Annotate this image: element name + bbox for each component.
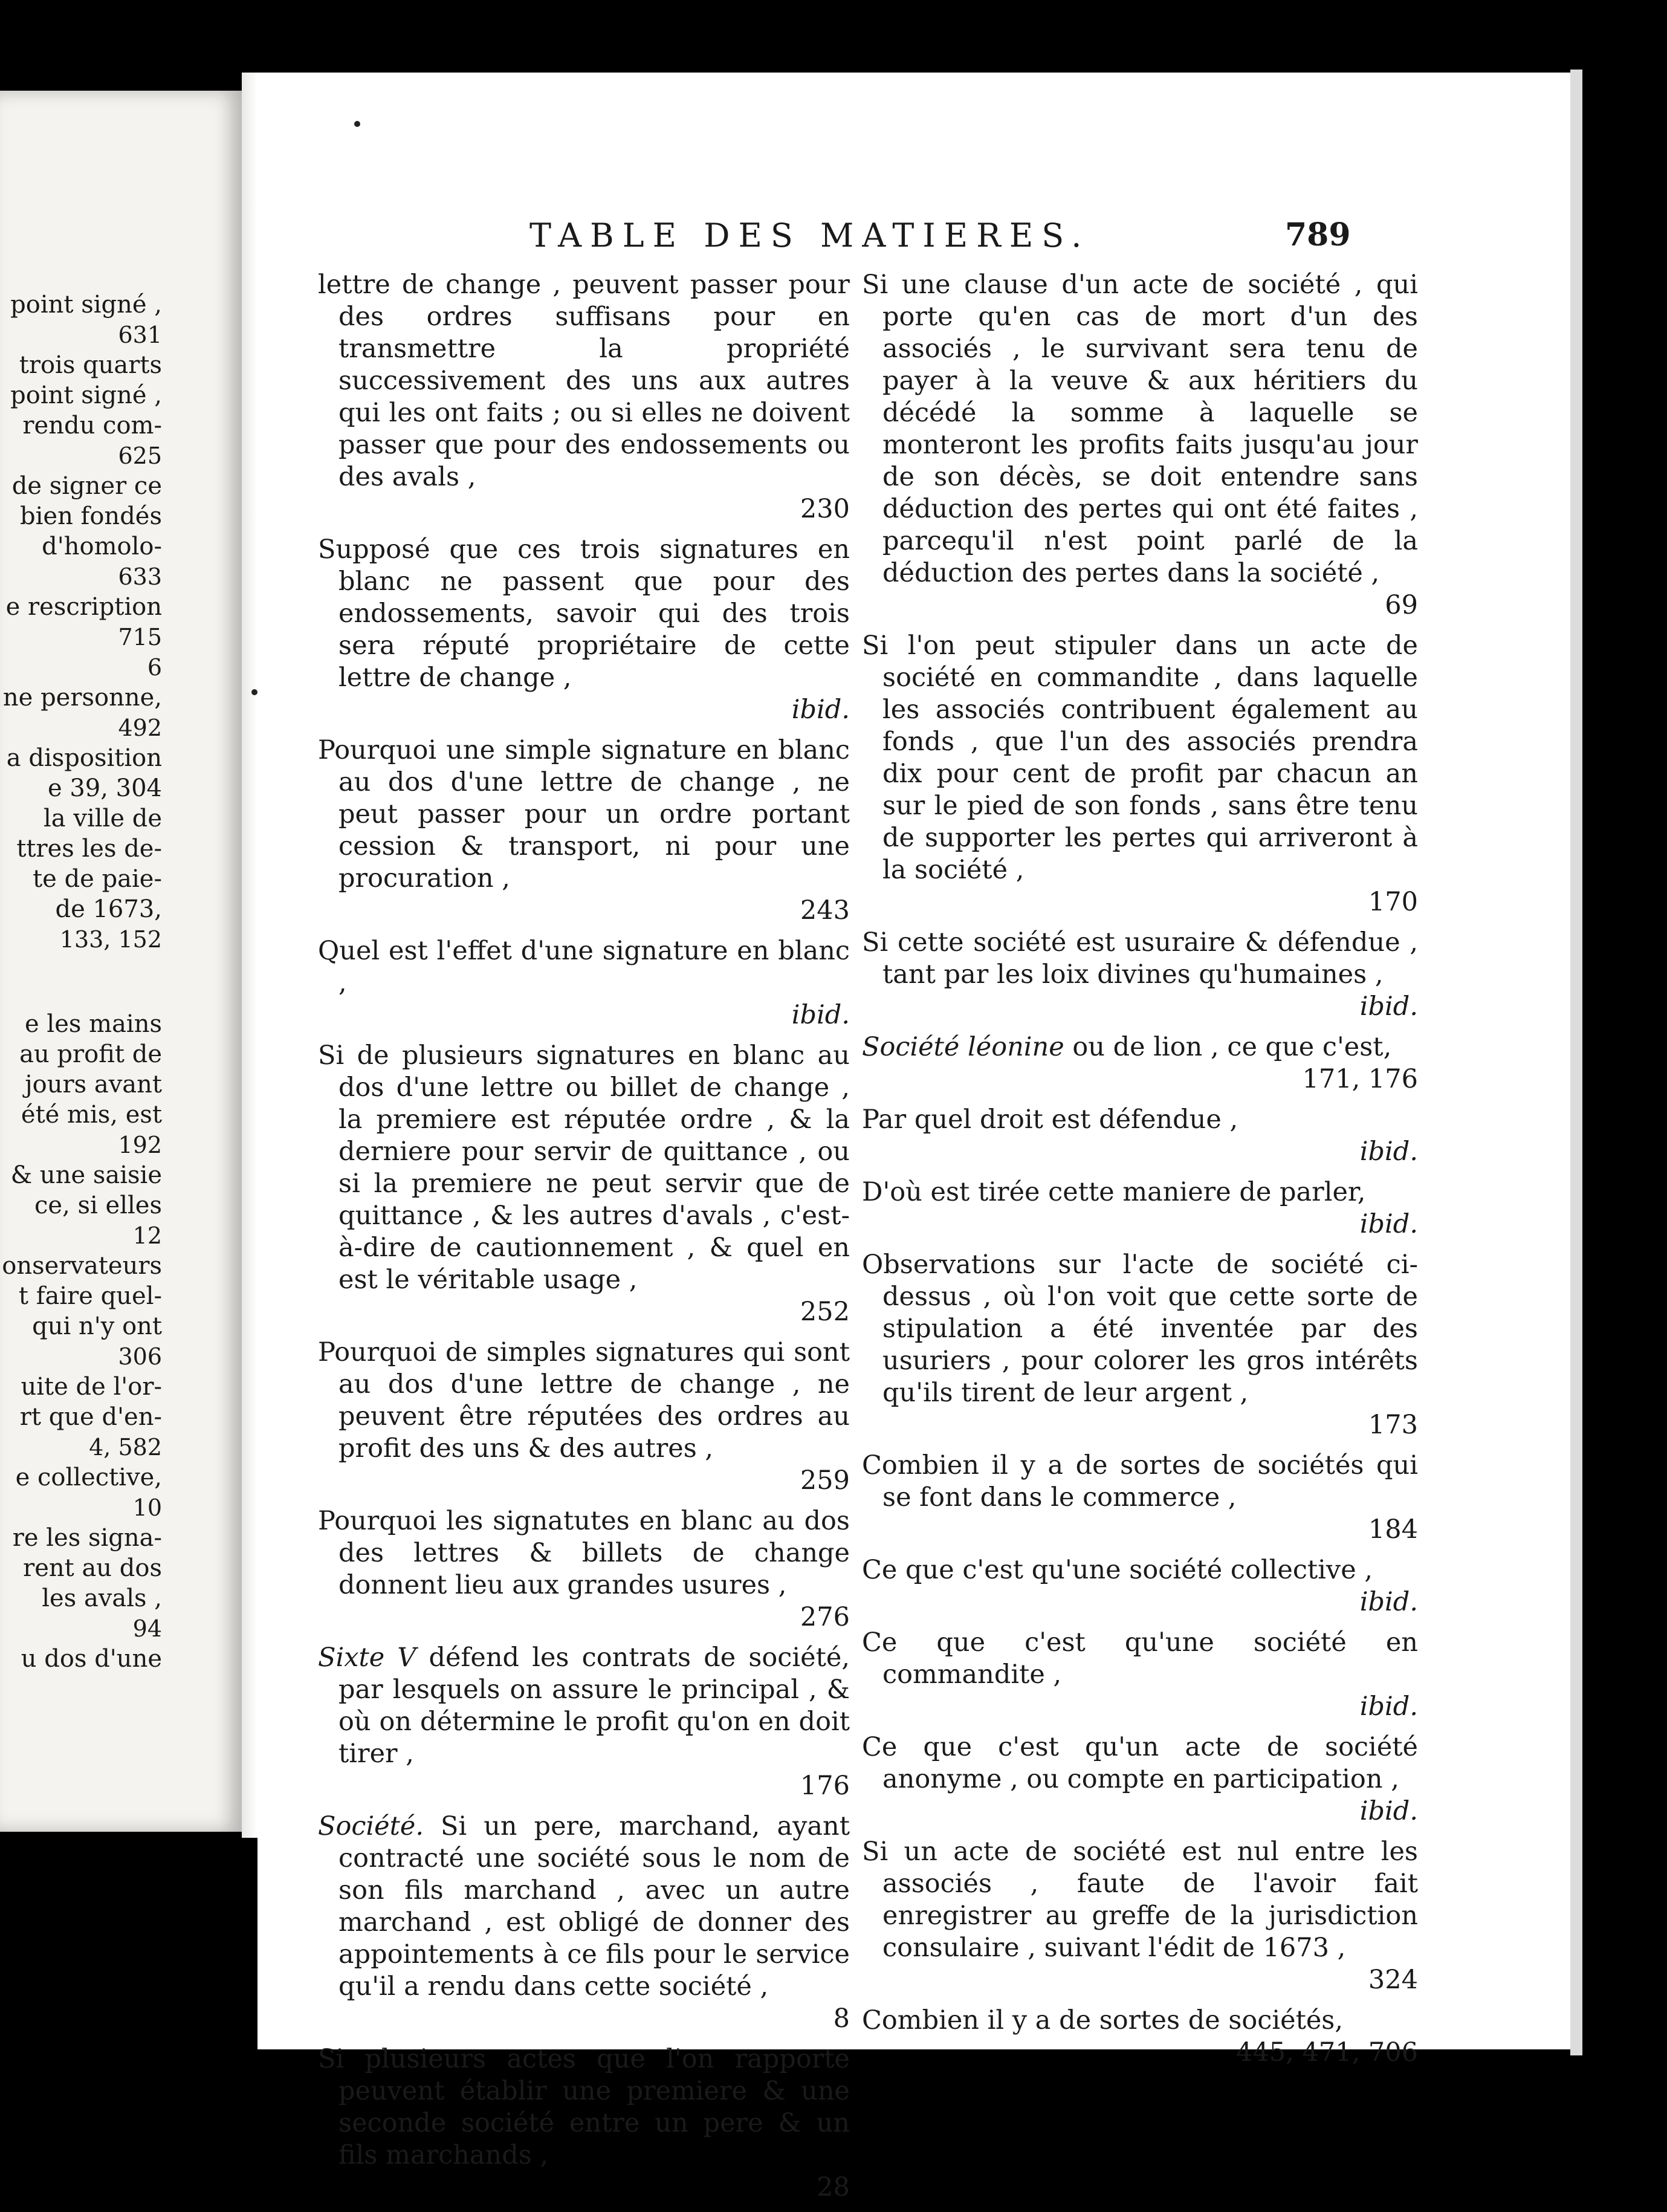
page-reference: ibid. xyxy=(1359,991,1418,1022)
left-page-line: au profit de xyxy=(19,1040,162,1068)
index-column-right xyxy=(862,269,1418,2077)
index-entry xyxy=(862,630,1418,918)
left-page-line: point signé , xyxy=(10,381,162,409)
left-page-line: e 39, 304 xyxy=(47,774,162,802)
page-reference: ibid. xyxy=(1359,1691,1418,1722)
page-edge xyxy=(1570,70,1582,2055)
entry-text: Si plusieurs actes que l'on rapporte peuvent établir une premiere & une seconde société entre un pere & un fils marchands , xyxy=(318,2044,850,2170)
page-header xyxy=(257,216,1578,271)
page-reference: ibid. xyxy=(1359,1796,1418,1826)
entry-text: Quel est l'effet d'une signature en blanc , xyxy=(318,936,850,998)
index-entry xyxy=(318,935,850,1031)
left-page-line: ce, si elles xyxy=(34,1192,162,1219)
page-reference: 445, 471, 706 xyxy=(1236,2037,1418,2068)
running-title: TABLE DES MATIERES. xyxy=(529,216,1090,255)
book-page xyxy=(257,73,1578,2202)
left-page-line: de signer ce xyxy=(11,472,162,500)
index-entry xyxy=(862,2005,1418,2069)
ink-speck xyxy=(354,121,360,127)
left-page-line: t faire quel- xyxy=(18,1282,162,1310)
page-reference: 28 xyxy=(817,2172,850,2202)
entry-text: Pourquoi de simples signatures qui sont au dos d'une lettre de change , ne peuvent être réputées des ordres au profit des uns & des autres , xyxy=(318,1337,850,1464)
entry-text: Observations sur l'acte de société ci-dessus , où l'on voit que cette sorte de stipulation a été inventée par des usuriers , pour colorer les gros intérêts qu'ils tirent de leur argent , xyxy=(862,1250,1418,1408)
page-reference: 324 xyxy=(1368,1965,1418,1995)
left-page-line: 94 xyxy=(132,1615,162,1642)
left-page-line: u dos d'une xyxy=(21,1645,162,1673)
entry-text: Combien il y a de sortes de sociétés qui se font dans le commerce , xyxy=(862,1450,1418,1513)
entry-text: défend les contrats de société, par lesquels on assure le principal , & où on détermine le profit qu'on en doit tirer , xyxy=(338,1643,850,1769)
page-reference: ibid. xyxy=(1359,1137,1418,1167)
left-page-line: de 1673, xyxy=(55,895,162,923)
left-page-line: les avals , xyxy=(42,1584,162,1612)
entry-text: Combien il y a de sortes de sociétés, xyxy=(862,2005,1344,2035)
left-page-line: & une saisie xyxy=(10,1161,162,1189)
entry-text: Si un acte de société est nul entre les associés , faute de l'avoir fait enregistrer au greffe de la jurisdiction consulaire , suivant l'édit de 1673 , xyxy=(862,1837,1418,1963)
index-entry xyxy=(318,1040,850,1328)
index-entry xyxy=(318,1642,850,1802)
page-number: 789 xyxy=(1285,216,1351,253)
page-reference: 230 xyxy=(800,494,850,524)
left-page-line: e collective, xyxy=(15,1464,162,1491)
ink-speck xyxy=(251,689,257,695)
left-page-line: 10 xyxy=(132,1494,162,1521)
left-page-line: rt que d'en- xyxy=(19,1403,162,1431)
index-term: Société léonine xyxy=(862,1032,1064,1062)
left-page-line: jours avant xyxy=(25,1071,162,1098)
entry-text: Si cette société est usuraire & défendue , tant par les loix divines qu'humaines , xyxy=(862,927,1418,990)
left-page-line: e rescription xyxy=(5,593,162,621)
page-reference: 170 xyxy=(1368,887,1418,917)
index-entry xyxy=(862,1249,1418,1441)
left-page-line: 625 xyxy=(118,443,162,469)
left-page-line: 192 xyxy=(118,1132,162,1158)
index-entry xyxy=(862,1554,1418,1618)
page-reference: ibid. xyxy=(1359,1587,1418,1617)
index-entry xyxy=(318,735,850,927)
page-reference: ibid. xyxy=(791,1000,850,1030)
page-reference: 276 xyxy=(800,1602,850,1632)
left-page-line: rendu com- xyxy=(22,412,162,439)
index-term: Sixte V xyxy=(318,1643,416,1673)
index-entry xyxy=(318,269,850,525)
index-entry xyxy=(862,1104,1418,1168)
page-reference: 184 xyxy=(1368,1514,1418,1545)
index-entry xyxy=(862,1731,1418,1828)
left-page-line: 133, 152 xyxy=(59,926,162,953)
page-reference: 173 xyxy=(1368,1410,1418,1440)
entry-text: Pourquoi une simple signature en blanc au dos d'une lettre de change , ne peut passer pour un ordre portant cession & transport, ni pour une procuration , xyxy=(318,735,850,894)
entry-text: Supposé que ces trois signatures en blanc ne passent que pour des endossements, savoir qui des trois sera réputé propriétaire de cette lettre de change , xyxy=(318,534,850,693)
entry-text: Si une clause d'un acte de société , qui porte qu'en cas de mort d'un des associés , le survivant sera tenu de payer à la veuve & aux héritiers du décédé la somme à laquelle se monteront les profits faits jusqu'au jour de son décès, se doit entendre sans déduction des pertes qui ont été faites , parcequ'il n'est point parlé de la déduction des pertes dans la société , xyxy=(862,270,1418,588)
left-page-line: 4, 582 xyxy=(89,1434,162,1461)
page-reference: 69 xyxy=(1385,590,1418,620)
page-reference: 259 xyxy=(800,1465,850,1496)
left-page-line: d'homolo- xyxy=(42,533,162,560)
index-entry xyxy=(862,1627,1418,1723)
left-page-line: ttres les de- xyxy=(16,835,162,863)
page-reference: 8 xyxy=(833,2003,850,2034)
left-page-line: la ville de xyxy=(44,805,162,832)
entry-text: Si un pere, marchand, ayant contracté une société sous le nom de son fils marchand , avec un autre marchand , est obligé de donner des appointements à ce fils pour le service qu'il a rendu dans cette société , xyxy=(338,1811,850,2002)
index-entry xyxy=(862,1031,1418,1095)
left-page-line: 492 xyxy=(118,715,162,741)
index-entry xyxy=(862,1450,1418,1546)
left-page-line: e les mains xyxy=(25,1010,162,1038)
entry-text: Si de plusieurs signatures en blanc au dos d'une lettre ou billet de change , la premiere est réputée ordre , & la derniere pour servir de quittance , ou si la premiere ne peut servir que de quittance , & les autres d'avals , c'est-à-dire de cautionnement , & quel en est le véritable usage , xyxy=(318,1040,850,1295)
entry-text: D'où est tirée cette maniere de parler, xyxy=(862,1177,1366,1207)
entry-text: Pourquoi les signatutes en blanc au dos des lettres & billets de change donnent lieu aux grandes usures , xyxy=(318,1506,850,1600)
page-reference: 176 xyxy=(800,1771,850,1801)
left-page-line: été mis, est xyxy=(21,1101,162,1129)
page-reference: 243 xyxy=(800,895,850,926)
entry-text: Ce que c'est qu'une société en commandite , xyxy=(862,1627,1418,1690)
index-entry xyxy=(862,927,1418,1023)
index-entry xyxy=(862,269,1418,621)
entry-text: Si l'on peut stipuler dans un acte de société en commandite , dans laquelle les associés contribuent également au fonds , que l'un des associés prendra dix pour cent de profit par chacun an sur le pied de son fonds , sans être tenu de supporter les pertes qui arriveront à la société , xyxy=(862,631,1418,885)
left-page-line: te de paie- xyxy=(33,865,162,893)
page-reference: ibid. xyxy=(791,695,850,725)
left-page-line: rent au dos xyxy=(23,1554,162,1582)
left-page-line: onservateurs xyxy=(2,1252,162,1280)
index-entry xyxy=(862,1176,1418,1241)
entry-text: Ce que c'est qu'un acte de société anonyme , ou compte en participation , xyxy=(862,1732,1418,1794)
index-column-left xyxy=(318,269,850,2212)
left-page-line: re les signa- xyxy=(12,1524,162,1552)
left-page-line: qui n'y ont xyxy=(32,1312,162,1340)
left-page-line: 12 xyxy=(132,1222,162,1249)
index-entry xyxy=(318,1811,850,2035)
index-entry xyxy=(318,2043,850,2204)
index-entry xyxy=(318,1337,850,1497)
entry-text: Ce que c'est qu'une société collective , xyxy=(862,1555,1373,1585)
left-page-line: 715 xyxy=(118,624,162,650)
page-reference: 252 xyxy=(800,1297,850,1327)
left-page-line: 631 xyxy=(118,322,162,348)
left-page-line: 6 xyxy=(147,654,162,681)
index-term: Société. xyxy=(318,1811,424,1841)
index-entry xyxy=(318,1505,850,1633)
entry-text: Par quel droit est défendue , xyxy=(862,1104,1238,1135)
page-reference: ibid. xyxy=(1359,1209,1418,1239)
index-entry xyxy=(862,1836,1418,1996)
left-page-line: ne personne, xyxy=(2,684,162,712)
index-entry xyxy=(318,534,850,726)
left-page-line: bien fondés xyxy=(20,502,162,530)
entry-text: ou de lion , ce que c'est, xyxy=(1064,1032,1392,1062)
left-page-line: trois quarts xyxy=(19,351,162,379)
left-page-line: point signé , xyxy=(10,291,162,319)
facing-left-page xyxy=(0,91,242,1832)
entry-text: lettre de change , peuvent passer pour des ordres suffisans pour en transmettre la propriété successivement des uns aux autres qui les ont faits ; ou si elles ne doivent passer que pour des endossements ou des avals , xyxy=(318,270,850,492)
left-page-line: 306 xyxy=(118,1343,162,1370)
left-page-line: 633 xyxy=(118,563,162,590)
left-page-line: uite de l'or- xyxy=(21,1373,162,1401)
page-gutter xyxy=(242,73,257,1838)
page-reference: 171, 176 xyxy=(1302,1064,1418,1094)
left-page-line: a disposition xyxy=(6,744,162,772)
